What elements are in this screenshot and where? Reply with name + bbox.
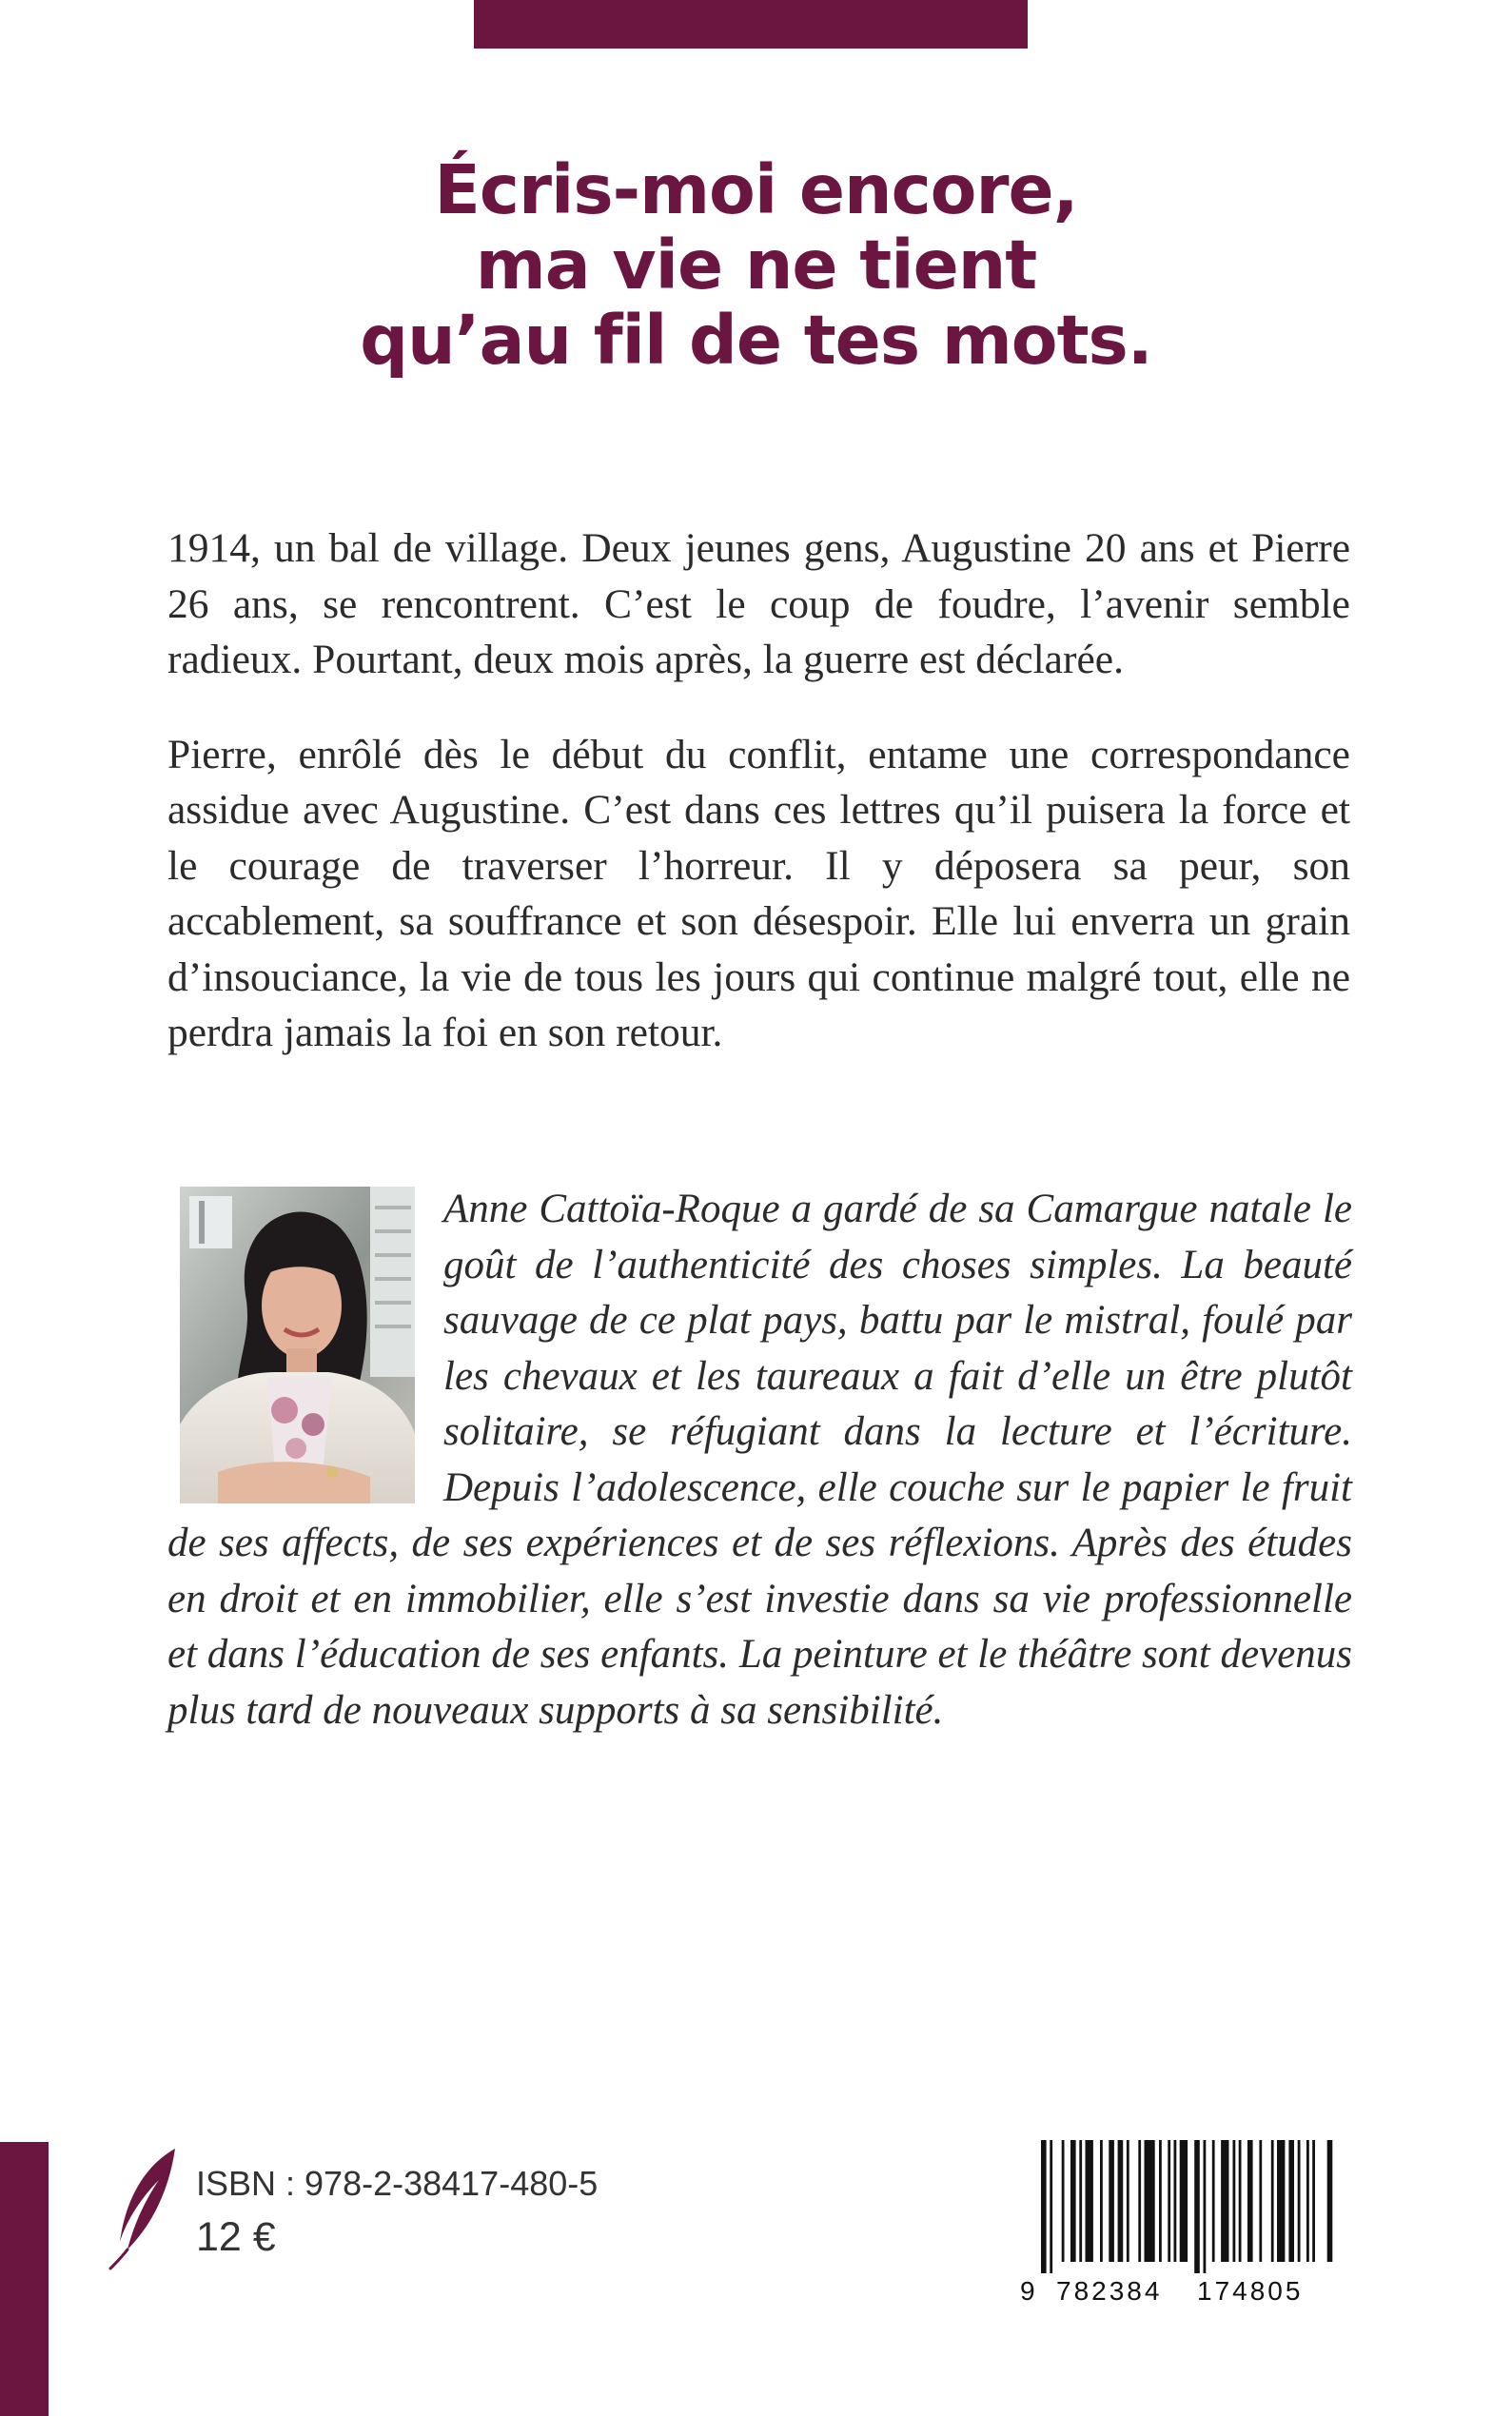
barcode-bar [1312, 2140, 1315, 2262]
barcode-bar [1221, 2140, 1228, 2262]
isbn-label: ISBN : 978-2-38417-480-5 [196, 2164, 599, 2203]
barcode-lead-digit: 9 [1020, 2276, 1035, 2306]
barcode-bar [1145, 2140, 1155, 2262]
side-accent-bar [0, 2142, 49, 2416]
barcode-bar [1288, 2140, 1294, 2262]
barcode-bar [1079, 2140, 1082, 2262]
synopsis-paragraph-1: 1914, un bal de village. Deux jeunes gens, Augustine 20 ans et Pierre 26 ans, se rencontrent. C’est le coup de foudre, l’avenir semble radieux. Pourtant, deux mois après, la guerre est déclarée. [167, 525, 1350, 682]
barcode-bar [1062, 2140, 1065, 2262]
barcode-bar [1298, 2140, 1301, 2262]
barcode-bar [1233, 2140, 1236, 2262]
barcode-bar [1277, 2140, 1285, 2262]
photo-wrap-spacer [167, 1182, 443, 1510]
price-label: 12 € [196, 2214, 276, 2260]
author-bio-text: Anne Cattoïa-Roque a gardé de sa Camargue natale le goût de l’authenticité des choses simples. La beauté sauvage de ce plat pays, battu par le mistral, foulé par les chevaux et les taureaux a fait d’elle un être plutôt solitaire, se réfugiant dans la lecture et l’écriture. Depuis l’adolescence, elle couche sur le papier le fruit de ses affects, de ses expériences et de ses réflexions. Après des études en droit et en immobilier, elle s’est investie dans sa vie professionnelle et dans l’éducation de ses enfants. La peinture et le théâtre sont devenus plus tard de nouveaux supports à sa sensibilité. [167, 1187, 1352, 1733]
synopsis-paragraph-2: Pierre, enrôlé dès le début du conflit, entame une correspondance assidue avec Augustine. C’est dans ces lettres qu’il puisera la force et le courage de traverser l’horreur. Il y déposera sa peur, son accablement, sa souffrance et son désespoir. Elle lui enverra un grain d’insouciance, la vie de tous les jours qui continue malgré tout, elle ne perdra jamais la foi en son retour. [167, 731, 1350, 1055]
back-cover-tagline [190, 152, 1322, 378]
barcode-bar [1247, 2140, 1253, 2262]
feather-quill-icon [107, 2147, 179, 2270]
barcode-bar [1127, 2140, 1129, 2262]
barcode-bar [1259, 2140, 1262, 2262]
barcode-bar [1204, 2140, 1207, 2273]
barcode-bar [1086, 2140, 1093, 2262]
barcode-right-group: 174805 [1197, 2276, 1304, 2306]
barcode-bar [1159, 2140, 1162, 2262]
synopsis [167, 521, 1350, 1061]
barcode-bar [1138, 2140, 1141, 2262]
barcode [1039, 2140, 1336, 2273]
barcode-bar [1327, 2140, 1333, 2262]
barcode-bar [1271, 2140, 1274, 2262]
barcode-bar [1168, 2140, 1170, 2262]
barcode-bar [1180, 2140, 1188, 2262]
author-bio [167, 1182, 1352, 1738]
barcode-bar [1239, 2140, 1242, 2262]
barcode-bar [1118, 2140, 1124, 2262]
barcode-bar [1306, 2140, 1309, 2262]
barcode-bar [1050, 2140, 1052, 2273]
barcode-bar [1041, 2140, 1047, 2273]
tagline-line-3: qu’au fil de tes mots. [360, 301, 1152, 380]
barcode-bar [1100, 2140, 1103, 2262]
barcode-bar [1109, 2140, 1114, 2262]
tagline-line-1: Écris-moi encore, [434, 150, 1078, 229]
tagline-line-2: ma vie ne tient [475, 226, 1037, 304]
barcode-bar [1070, 2140, 1076, 2262]
barcode-bar [1174, 2140, 1177, 2262]
barcode-bar [1212, 2140, 1215, 2262]
barcode-left-group: 782384 [1056, 2276, 1163, 2306]
top-accent-bar [474, 0, 1028, 49]
barcode-bar [1194, 2140, 1200, 2273]
